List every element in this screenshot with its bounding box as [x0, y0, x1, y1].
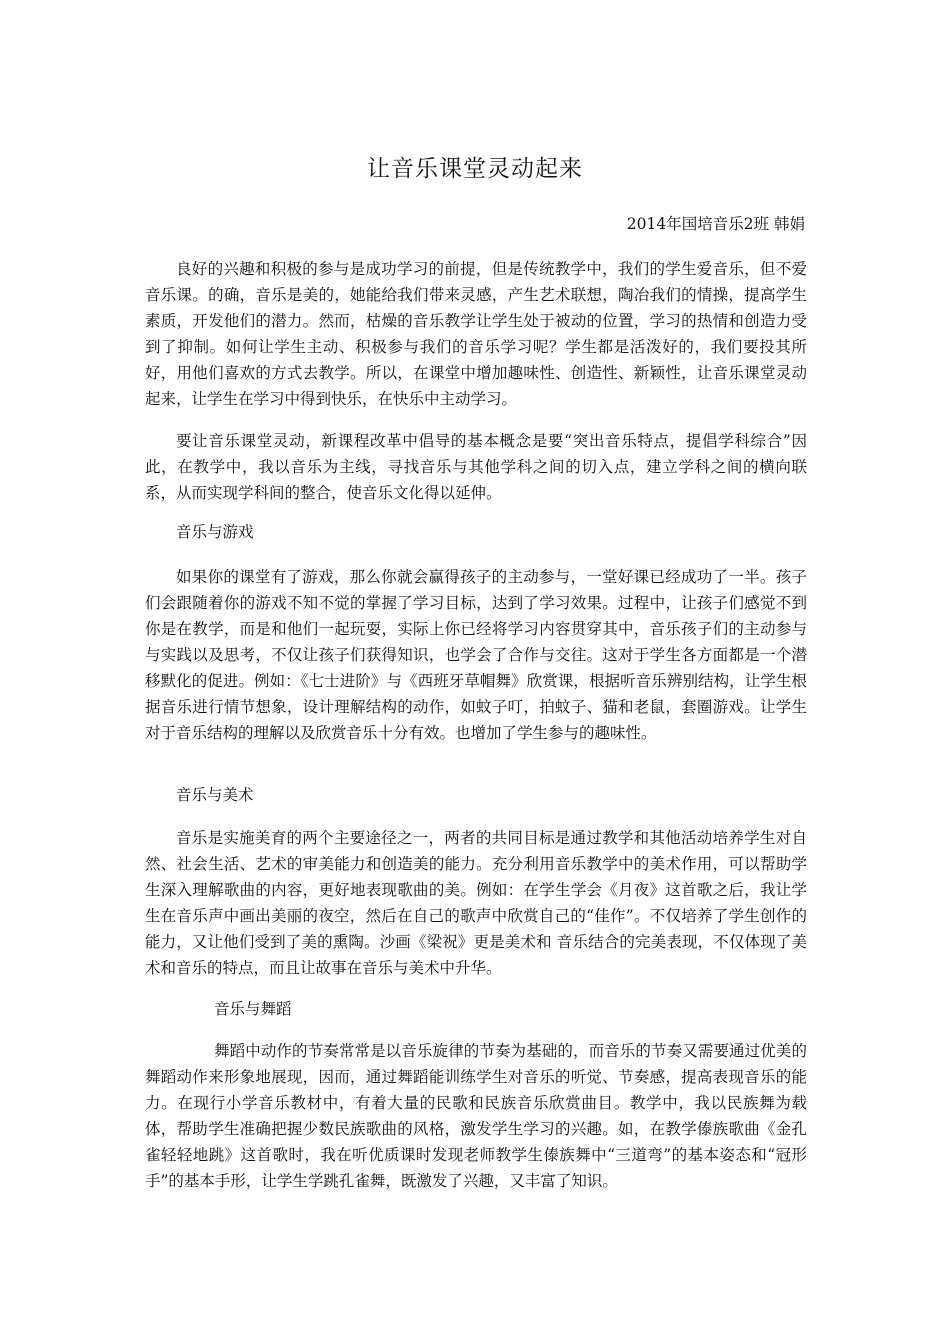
paragraph-music-art: 音乐是实施美育的两个主要途径之一，两者的共同目标是通过教学和其他活动培养学生对自然、社会生活、艺术的审美能力和创造美的能力。充分利用音乐教学中的美术作用，可以帮助学生深入理解歌曲的内容，更好地表现歌曲的美。例如：在学生学会《月夜》这首歌之后，我让学生在音乐声中画出美丽的夜空，然后在自己的歌声中欣赏自己的“佳作”。不仅培养了学生创作的能力，又让他们受到了美的熏陶。沙画《梁祝》更是美术和 音乐结合的完美表现，不仅体现了美术和音乐的特点，而且让故事在音乐与美术中升华。: [145, 829, 807, 977]
section-heading-music-art: 音乐与美术: [176, 786, 254, 804]
section-heading-music-games: 音乐与游戏: [176, 523, 254, 541]
paragraph-music-games: 如果你的课堂有了游戏，那么你就会赢得孩子的主动参与，一堂好课已经成功了一半。孩子们会跟随着你的游戏不知不觉的掌握了学习目标，达到了学习效果。过程中，让孩子们感觉不到你是在教学，而是和他们一起玩耍，实际上你已经将学习内容贯穿其中，音乐孩子们的主动参与与实践以及思考，不仅让孩子们获得知识，也学会了合作与交往。这对于学生各方面都是一个潜移默化的促进。例如：《七士进阶》与《西班牙草帽舞》欣赏课，根据听音乐辨别结构，让学生根据音乐进行情节想象，设计理解结构的动作，如蚊子叮，拍蚊子、猫和老鼠，套圈游戏。让学生对于音乐结构的理解以及欣赏音乐十分有效。也增加了学生参与的趣味性。: [145, 568, 807, 742]
paragraph-intro: 良好的兴趣和积极的参与是成功学习的前提，但是传统教学中，我们的学生爱音乐，但不爱音乐课。的确，音乐是美的，她能给我们带来灵感，产生艺术联想，陶冶我们的情操，提高学生素质，开发他们的潜力。然而，枯燥的音乐教学让学生处于被动的位置，学习的热情和创造力受到了抑制。如何让学生主动、积极参与我们的音乐学习呢？学生都是活泼好的，我们要投其所好，用他们喜欢的方式去教学。所以，在课堂中增加趣味性、创造性、新颖性，让音乐课堂灵动起来，让学生在学习中得到快乐，在快乐中主动学习。: [145, 260, 807, 408]
paragraph-integration: 要让音乐课堂灵动，新课程改革中倡导的基本概念是要“突出音乐特点，提倡学科综合”因此，在教学中，我以音乐为主线，寻找音乐与其他学科之间的切入点，建立学科之间的横向联系，从而实现学科间的整合，使音乐文化得以延伸。: [145, 432, 807, 502]
page-title: 让音乐课堂灵动起来: [367, 156, 583, 182]
author-line: 2014年国培音乐2班 韩娟: [626, 215, 805, 233]
section-heading-music-dance: 音乐与舞蹈: [214, 1000, 292, 1018]
paragraph-music-dance: 舞蹈中动作的节奏常常是以音乐旋律的节奏为基础的，而音乐的节奏又需要通过优美的舞蹈动作来形象地展现，因而，通过舞蹈能训练学生对音乐的听觉、节奏感，提高表现音乐的能力。在现行小学音乐教材中，有着大量的民歌和民族音乐欣赏曲目。教学中，我以民族舞为载体，帮助学生准确把握少数民族歌曲的风格，激发学生学习的兴趣。如，在教学傣族歌曲《金孔雀轻轻地跳》这首歌时，我在听优质课时发现老师教学生傣族舞中“三道弯”的基本姿态和“冠形手”的基本手形，让学生学跳孔雀舞，既激发了兴趣，又丰富了知识。: [145, 1042, 807, 1190]
